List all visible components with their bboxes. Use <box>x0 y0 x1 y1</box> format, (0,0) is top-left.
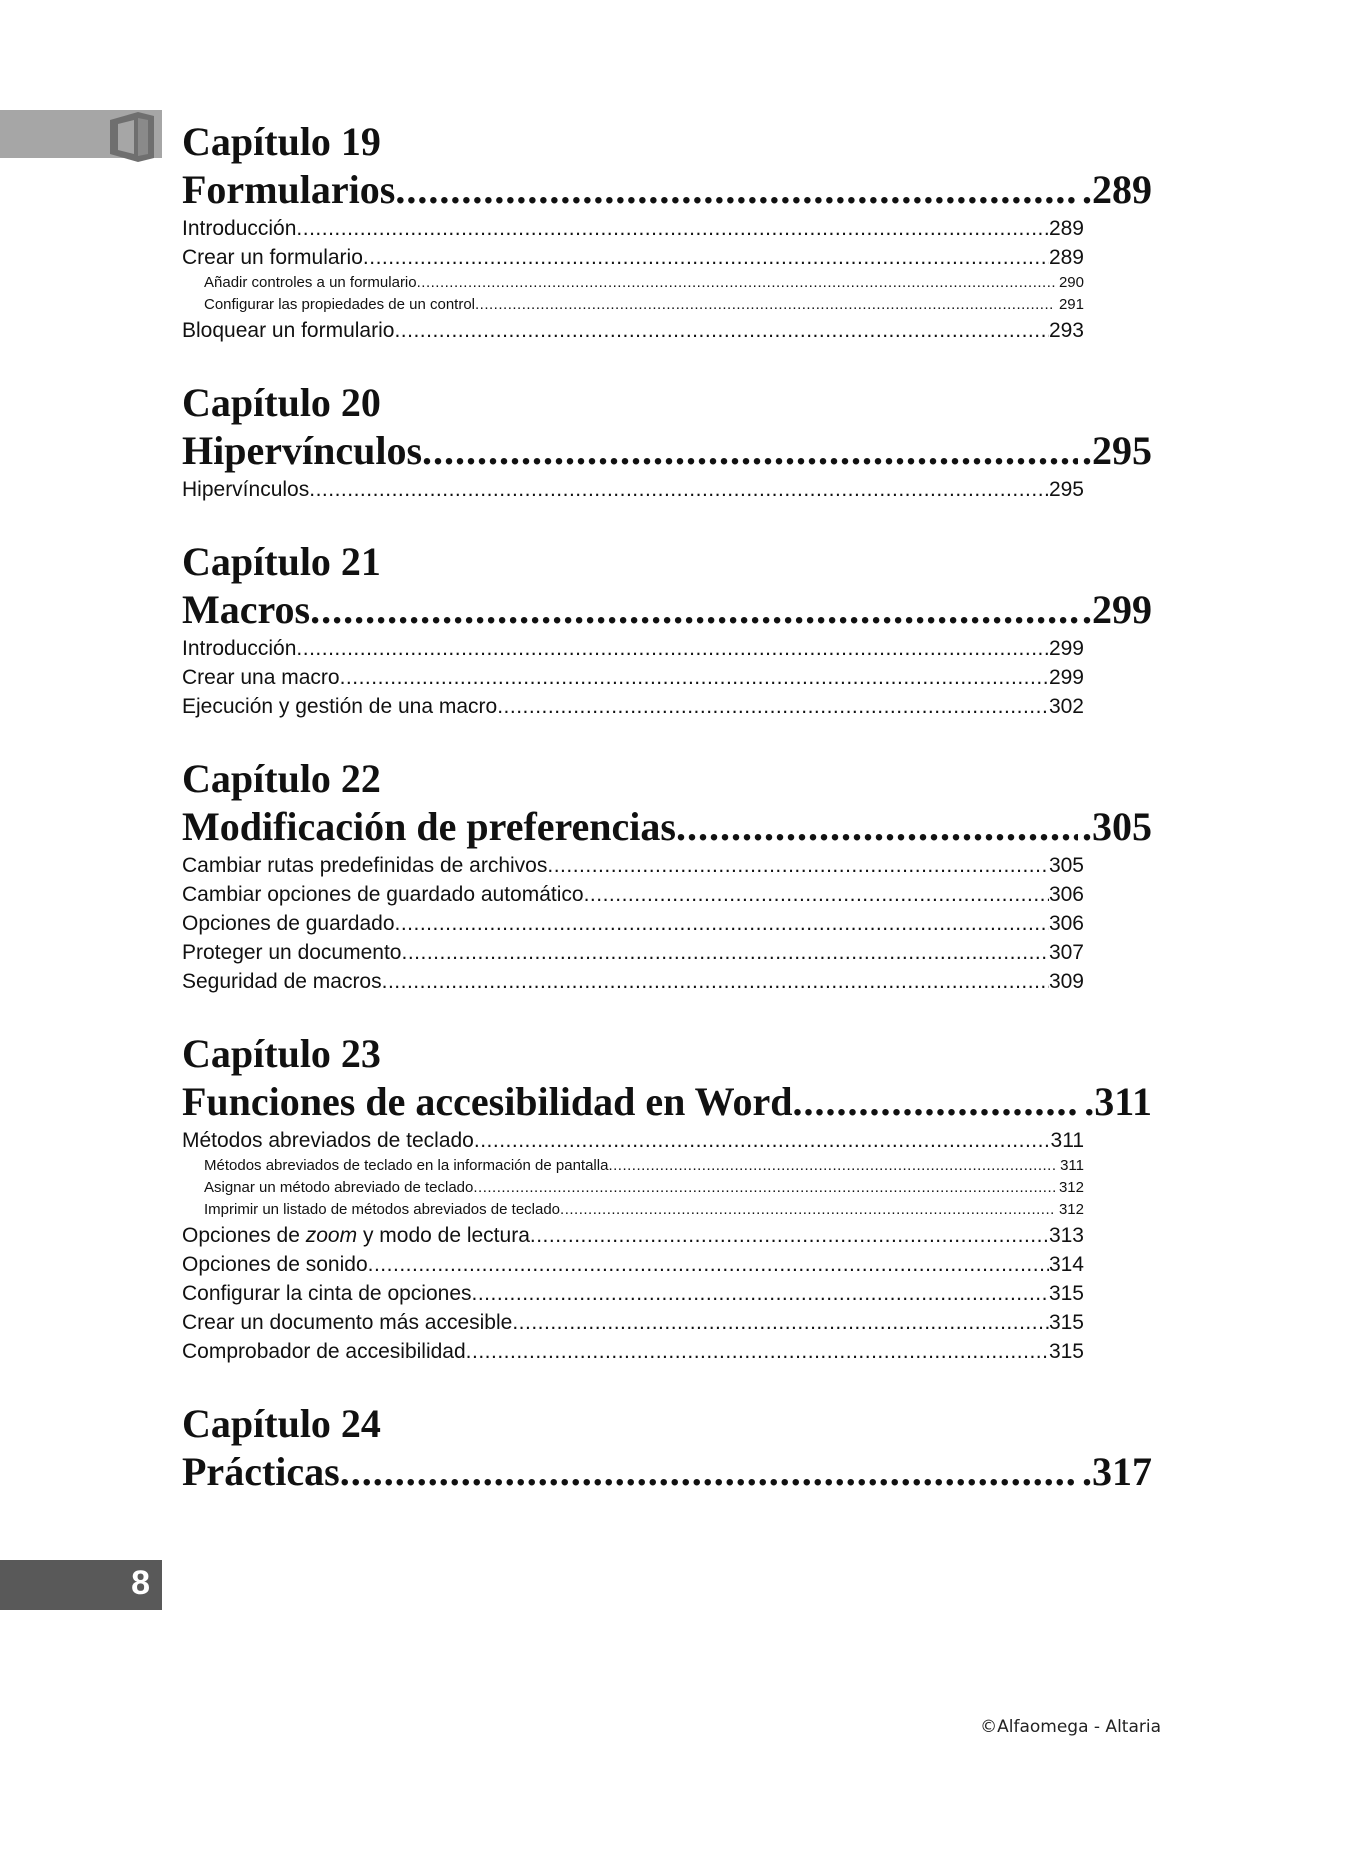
chapter-title: Funciones de accesibilidad en Word <box>182 1079 793 1124</box>
dot-leader <box>363 243 1049 272</box>
chapter-page: . 289 <box>1078 166 1152 214</box>
entry-page: 299 <box>1048 666 1084 689</box>
entry-title-part: y modo de lectura <box>357 1224 530 1247</box>
entry-page: 313 <box>1048 1224 1084 1247</box>
entry-title: Introducción <box>182 217 297 240</box>
entry-title: Cambiar rutas predefinidas de archivos <box>182 854 548 877</box>
dot-leader <box>512 1308 1049 1337</box>
dot-leader <box>530 1221 1049 1250</box>
chapter-section <box>182 118 1152 345</box>
toc-entry[interactable] <box>182 909 1084 938</box>
entry-title: Introducción <box>182 637 297 660</box>
entry-title-italic: zoom <box>305 1224 358 1247</box>
entry-title-part: Opciones de <box>182 1224 306 1247</box>
dot-leader <box>473 1177 1055 1199</box>
dot-leader <box>792 1078 1080 1126</box>
table-of-contents <box>182 118 1152 1530</box>
chapter-page: . 311 <box>1080 1078 1152 1126</box>
chapter-title-row[interactable] <box>182 166 1152 214</box>
chapter-title: Formularios <box>182 167 396 212</box>
chapter-title: Modificación de preferencias <box>182 804 676 849</box>
chapter-title-row[interactable] <box>182 1448 1152 1496</box>
entry-page: 289 <box>1048 217 1084 240</box>
entry-title: Bloquear un formulario <box>182 319 395 342</box>
chapter-title-row[interactable] <box>182 1078 1152 1126</box>
dot-leader <box>401 938 1048 967</box>
chapter-title: Macros <box>182 587 311 632</box>
entry-page: 315 <box>1048 1282 1084 1305</box>
entry-page: 314 <box>1048 1253 1084 1276</box>
toc-entry[interactable] <box>182 1279 1084 1308</box>
chapter-label: Capítulo 24 <box>182 1401 381 1446</box>
dot-leader <box>497 692 1049 721</box>
chapter-title-row[interactable] <box>182 586 1152 634</box>
dot-leader <box>417 272 1055 294</box>
entry-page: 311 <box>1060 1157 1084 1174</box>
chapter-label: Capítulo 21 <box>182 539 381 584</box>
entry-title: Configurar la cinta de opciones <box>182 1282 472 1305</box>
entry-title: Hipervínculos <box>182 478 310 501</box>
entry-page: 293 <box>1048 319 1084 342</box>
entry-page: 312 <box>1058 1201 1084 1218</box>
entry-title: Cambiar opciones de guardado automático <box>182 883 584 906</box>
entry-page: 306 <box>1048 912 1084 935</box>
entry-title <box>182 1221 530 1250</box>
dot-leader <box>475 294 1055 316</box>
dot-leader <box>309 475 1049 504</box>
entry-page: 306 <box>1048 883 1084 906</box>
chapter-page: . 299 <box>1078 586 1152 634</box>
toc-subentry[interactable] <box>182 272 1084 294</box>
dot-leader <box>296 214 1049 243</box>
office-logo-icon <box>104 110 160 164</box>
toc-entry[interactable] <box>182 851 1084 880</box>
entry-title: Opciones de guardado <box>182 912 395 935</box>
dot-leader <box>474 1126 1051 1155</box>
chapter-page: . 305 <box>1078 803 1152 851</box>
toc-entry[interactable] <box>182 475 1084 504</box>
entry-title: Crear un formulario <box>182 246 363 269</box>
dot-leader <box>422 427 1078 475</box>
dot-leader <box>310 586 1078 634</box>
dot-leader <box>466 1337 1049 1366</box>
chapter-page: . 295 <box>1078 427 1152 475</box>
chapter-section <box>182 379 1152 504</box>
toc-subentry[interactable] <box>182 294 1084 316</box>
entry-title: Comprobador de accesibilidad <box>182 1340 466 1363</box>
chapter-label: Capítulo 19 <box>182 119 381 164</box>
dot-leader <box>472 1279 1049 1308</box>
entry-page: 315 <box>1048 1340 1084 1363</box>
toc-subentry[interactable] <box>182 1177 1084 1199</box>
dot-leader <box>394 316 1049 345</box>
entry-title: Métodos abreviados de teclado <box>182 1129 474 1152</box>
dot-leader <box>395 166 1078 214</box>
entry-title: Crear un documento más accesible <box>182 1311 513 1334</box>
toc-entry[interactable] <box>182 938 1084 967</box>
entry-title: Opciones de sonido <box>182 1253 368 1276</box>
entry-title: Métodos abreviados de teclado en la información de pantalla <box>204 1157 609 1174</box>
chapter-label: Capítulo 22 <box>182 756 381 801</box>
entry-page: 302 <box>1048 695 1084 718</box>
entry-page: 289 <box>1048 246 1084 269</box>
dot-leader <box>608 1155 1056 1177</box>
toc-entry[interactable] <box>182 1337 1084 1366</box>
dot-leader <box>382 967 1049 996</box>
entry-title: Añadir controles a un formulario <box>204 274 417 291</box>
entry-page: 290 <box>1058 274 1084 291</box>
toc-entry[interactable] <box>182 880 1084 909</box>
toc-subentry[interactable] <box>182 1155 1084 1177</box>
footer-copyright: ©Alfaomega - Altaria <box>980 1717 1161 1737</box>
chapter-section <box>182 1400 1152 1496</box>
entry-page: 312 <box>1058 1179 1084 1196</box>
toc-entry[interactable] <box>182 663 1084 692</box>
entry-title: Configurar las propiedades de un control <box>204 296 476 313</box>
entry-page: 309 <box>1048 970 1084 993</box>
toc-entry[interactable] <box>182 1126 1084 1155</box>
entry-page: 315 <box>1048 1311 1084 1334</box>
entry-page: 299 <box>1048 637 1084 660</box>
toc-subentry[interactable] <box>182 1199 1084 1221</box>
dot-leader <box>340 1448 1078 1496</box>
toc-entry[interactable] <box>182 1250 1084 1279</box>
dot-leader <box>368 1250 1049 1279</box>
entry-page: 295 <box>1048 478 1084 501</box>
page-number: 8 <box>131 1564 150 1602</box>
entry-title: Proteger un documento <box>182 941 402 964</box>
entry-page: 311 <box>1050 1129 1084 1152</box>
entry-page: 307 <box>1048 941 1084 964</box>
chapter-title: Prácticas <box>182 1449 340 1494</box>
toc-entry[interactable] <box>182 214 1084 243</box>
chapter-label: Capítulo 20 <box>182 380 381 425</box>
entry-title: Imprimir un listado de métodos abreviados de teclado <box>204 1201 561 1218</box>
chapter-section <box>182 538 1152 721</box>
entry-page: 291 <box>1058 296 1084 313</box>
dot-leader <box>676 803 1078 851</box>
toc-entry[interactable] <box>182 1308 1084 1337</box>
toc-entry[interactable] <box>182 316 1084 345</box>
chapter-title: Hipervínculos <box>182 428 423 473</box>
page-number-tab <box>0 1560 162 1610</box>
toc-entry[interactable] <box>182 634 1084 663</box>
toc-entry[interactable] <box>182 1221 1084 1250</box>
dot-leader <box>395 909 1049 938</box>
entry-title: Seguridad de macros <box>182 970 382 993</box>
dot-leader <box>584 880 1049 909</box>
entry-title: Asignar un método abreviado de teclado <box>204 1179 474 1196</box>
toc-entry[interactable] <box>182 692 1084 721</box>
toc-entry[interactable] <box>182 967 1084 996</box>
chapter-section <box>182 755 1152 996</box>
dot-leader <box>560 1199 1055 1221</box>
chapter-label: Capítulo 23 <box>182 1031 381 1076</box>
dot-leader <box>547 851 1049 880</box>
chapter-title-row[interactable] <box>182 427 1152 475</box>
dot-leader <box>340 663 1049 692</box>
toc-entry[interactable] <box>182 243 1084 272</box>
entry-title: Crear una macro <box>182 666 340 689</box>
chapter-title-row[interactable] <box>182 803 1152 851</box>
entry-title: Ejecución y gestión de una macro <box>182 695 498 718</box>
entry-page: 305 <box>1048 854 1084 877</box>
chapter-page: . 317 <box>1078 1448 1152 1496</box>
chapter-section <box>182 1030 1152 1366</box>
dot-leader <box>296 634 1049 663</box>
